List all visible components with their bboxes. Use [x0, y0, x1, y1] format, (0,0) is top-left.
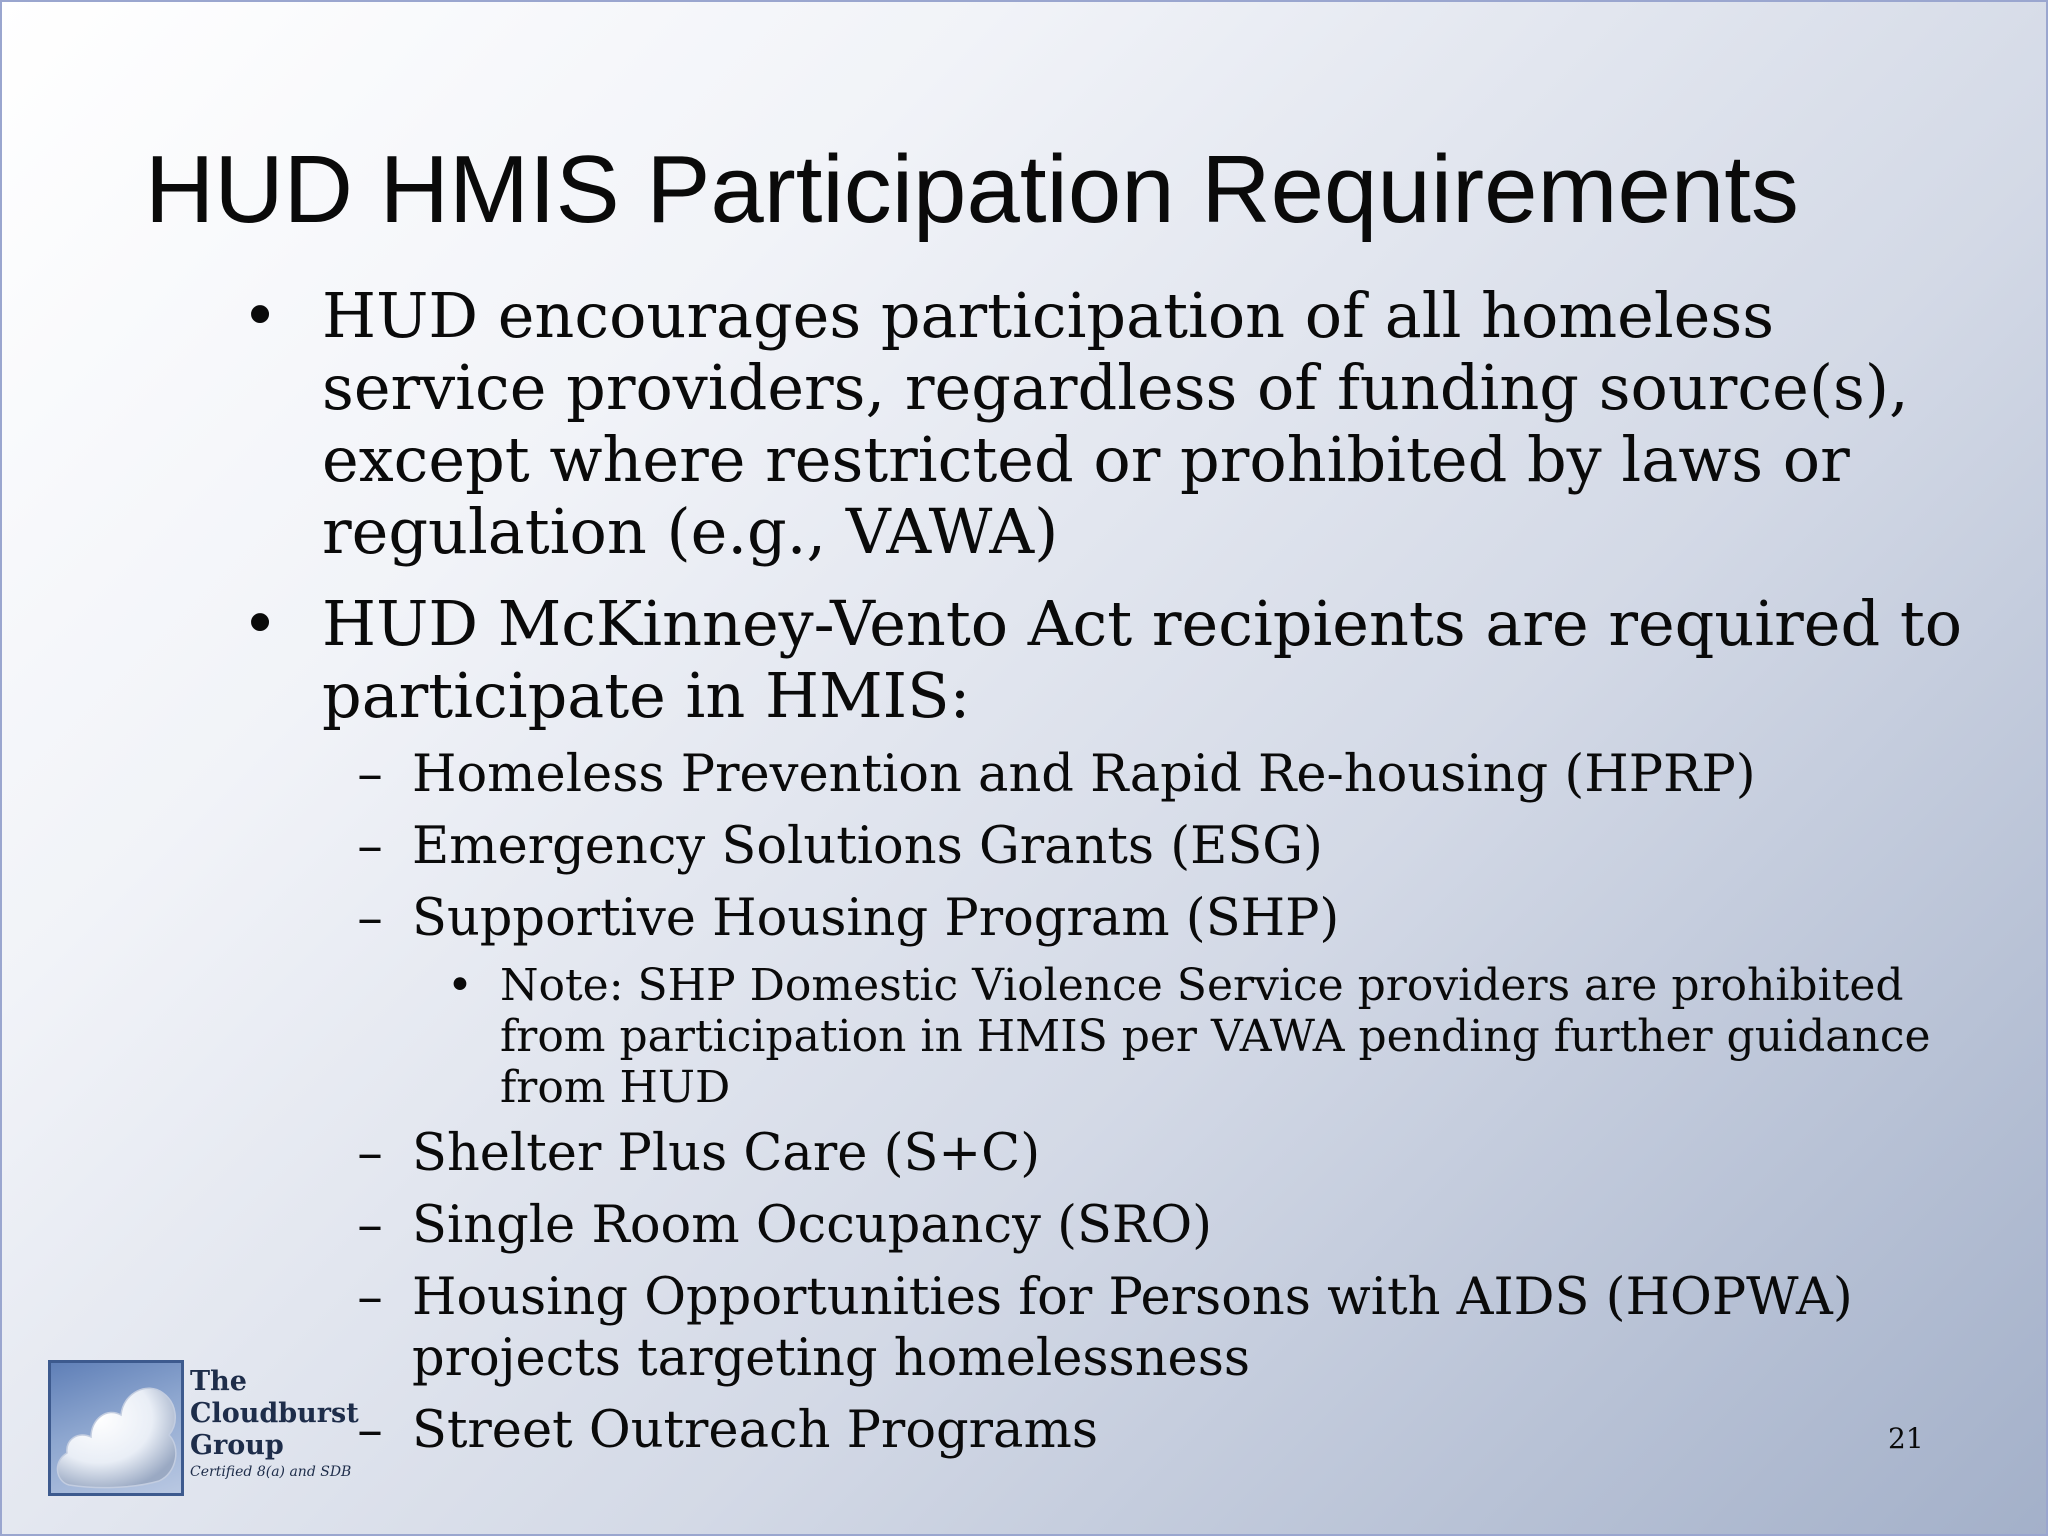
logo-wordmark	[190, 1366, 359, 1462]
slide-number: 21	[1888, 1422, 1924, 1455]
bullet-text: HUD encourages participation of all homeless service providers, regardless of funding source(s), except where restricted or prohibited by laws or regulation (e.g., VAWA)	[322, 279, 1909, 568]
dash-marker: –	[357, 1196, 383, 1255]
sub-item	[240, 1123, 1980, 1184]
sub-item	[240, 1195, 1980, 1256]
sub-item-text: Housing Opportunities for Persons with AIDS (HOPWA) projects targeting homelessness	[412, 1268, 1853, 1388]
sub-item	[240, 1267, 1980, 1389]
sub-item-text: Shelter Plus Care (S+C)	[412, 1124, 1041, 1183]
dash-marker: –	[357, 1401, 383, 1460]
cloud-icon	[48, 1360, 184, 1496]
sub-item-text: Emergency Solutions Grants (ESG)	[412, 817, 1323, 876]
note-item	[240, 960, 1980, 1113]
note-text: Note: SHP Domestic Violence Service providers are prohibited from participation in HMIS per VAWA pending further guidance from HUD	[500, 960, 1931, 1113]
dash-marker: –	[357, 1268, 383, 1327]
logo-line: Cloudburst	[190, 1398, 359, 1429]
dash-marker: –	[357, 889, 383, 948]
cloudburst-logo	[48, 1360, 368, 1500]
logo-line: Group	[190, 1430, 284, 1461]
cloud-graphic	[51, 1363, 181, 1493]
slide-content	[240, 280, 1980, 1481]
sub-item	[240, 744, 1980, 805]
sub-item	[240, 1400, 1980, 1461]
bullet-marker: •	[447, 960, 473, 1011]
bullet-item	[240, 588, 1980, 1461]
sub-item-text: Supportive Housing Program (SHP)	[412, 889, 1340, 948]
dash-marker: –	[357, 745, 383, 804]
sub-item-text: Homeless Prevention and Rapid Re-housing (HPRP)	[412, 745, 1756, 804]
sub-item-text: Street Outreach Programs	[412, 1401, 1098, 1460]
logo-line: The	[190, 1366, 247, 1397]
bullet-marker: •	[241, 587, 279, 660]
bullet-item	[240, 280, 1980, 568]
dash-marker: –	[357, 1124, 383, 1183]
logo-tagline: Certified 8(a) and SDB	[190, 1464, 352, 1480]
sub-item-text: Single Room Occupancy (SRO)	[412, 1196, 1213, 1255]
sub-item	[240, 816, 1980, 877]
bullet-marker: •	[241, 279, 279, 352]
sub-item	[240, 888, 1980, 949]
bullet-text: HUD McKinney-Vento Act recipients are required to participate in HMIS:	[322, 587, 1963, 732]
sub-list	[322, 744, 1980, 1461]
dash-marker: –	[357, 817, 383, 876]
slide-title: HUD HMIS Participation Requirements	[145, 136, 1799, 243]
